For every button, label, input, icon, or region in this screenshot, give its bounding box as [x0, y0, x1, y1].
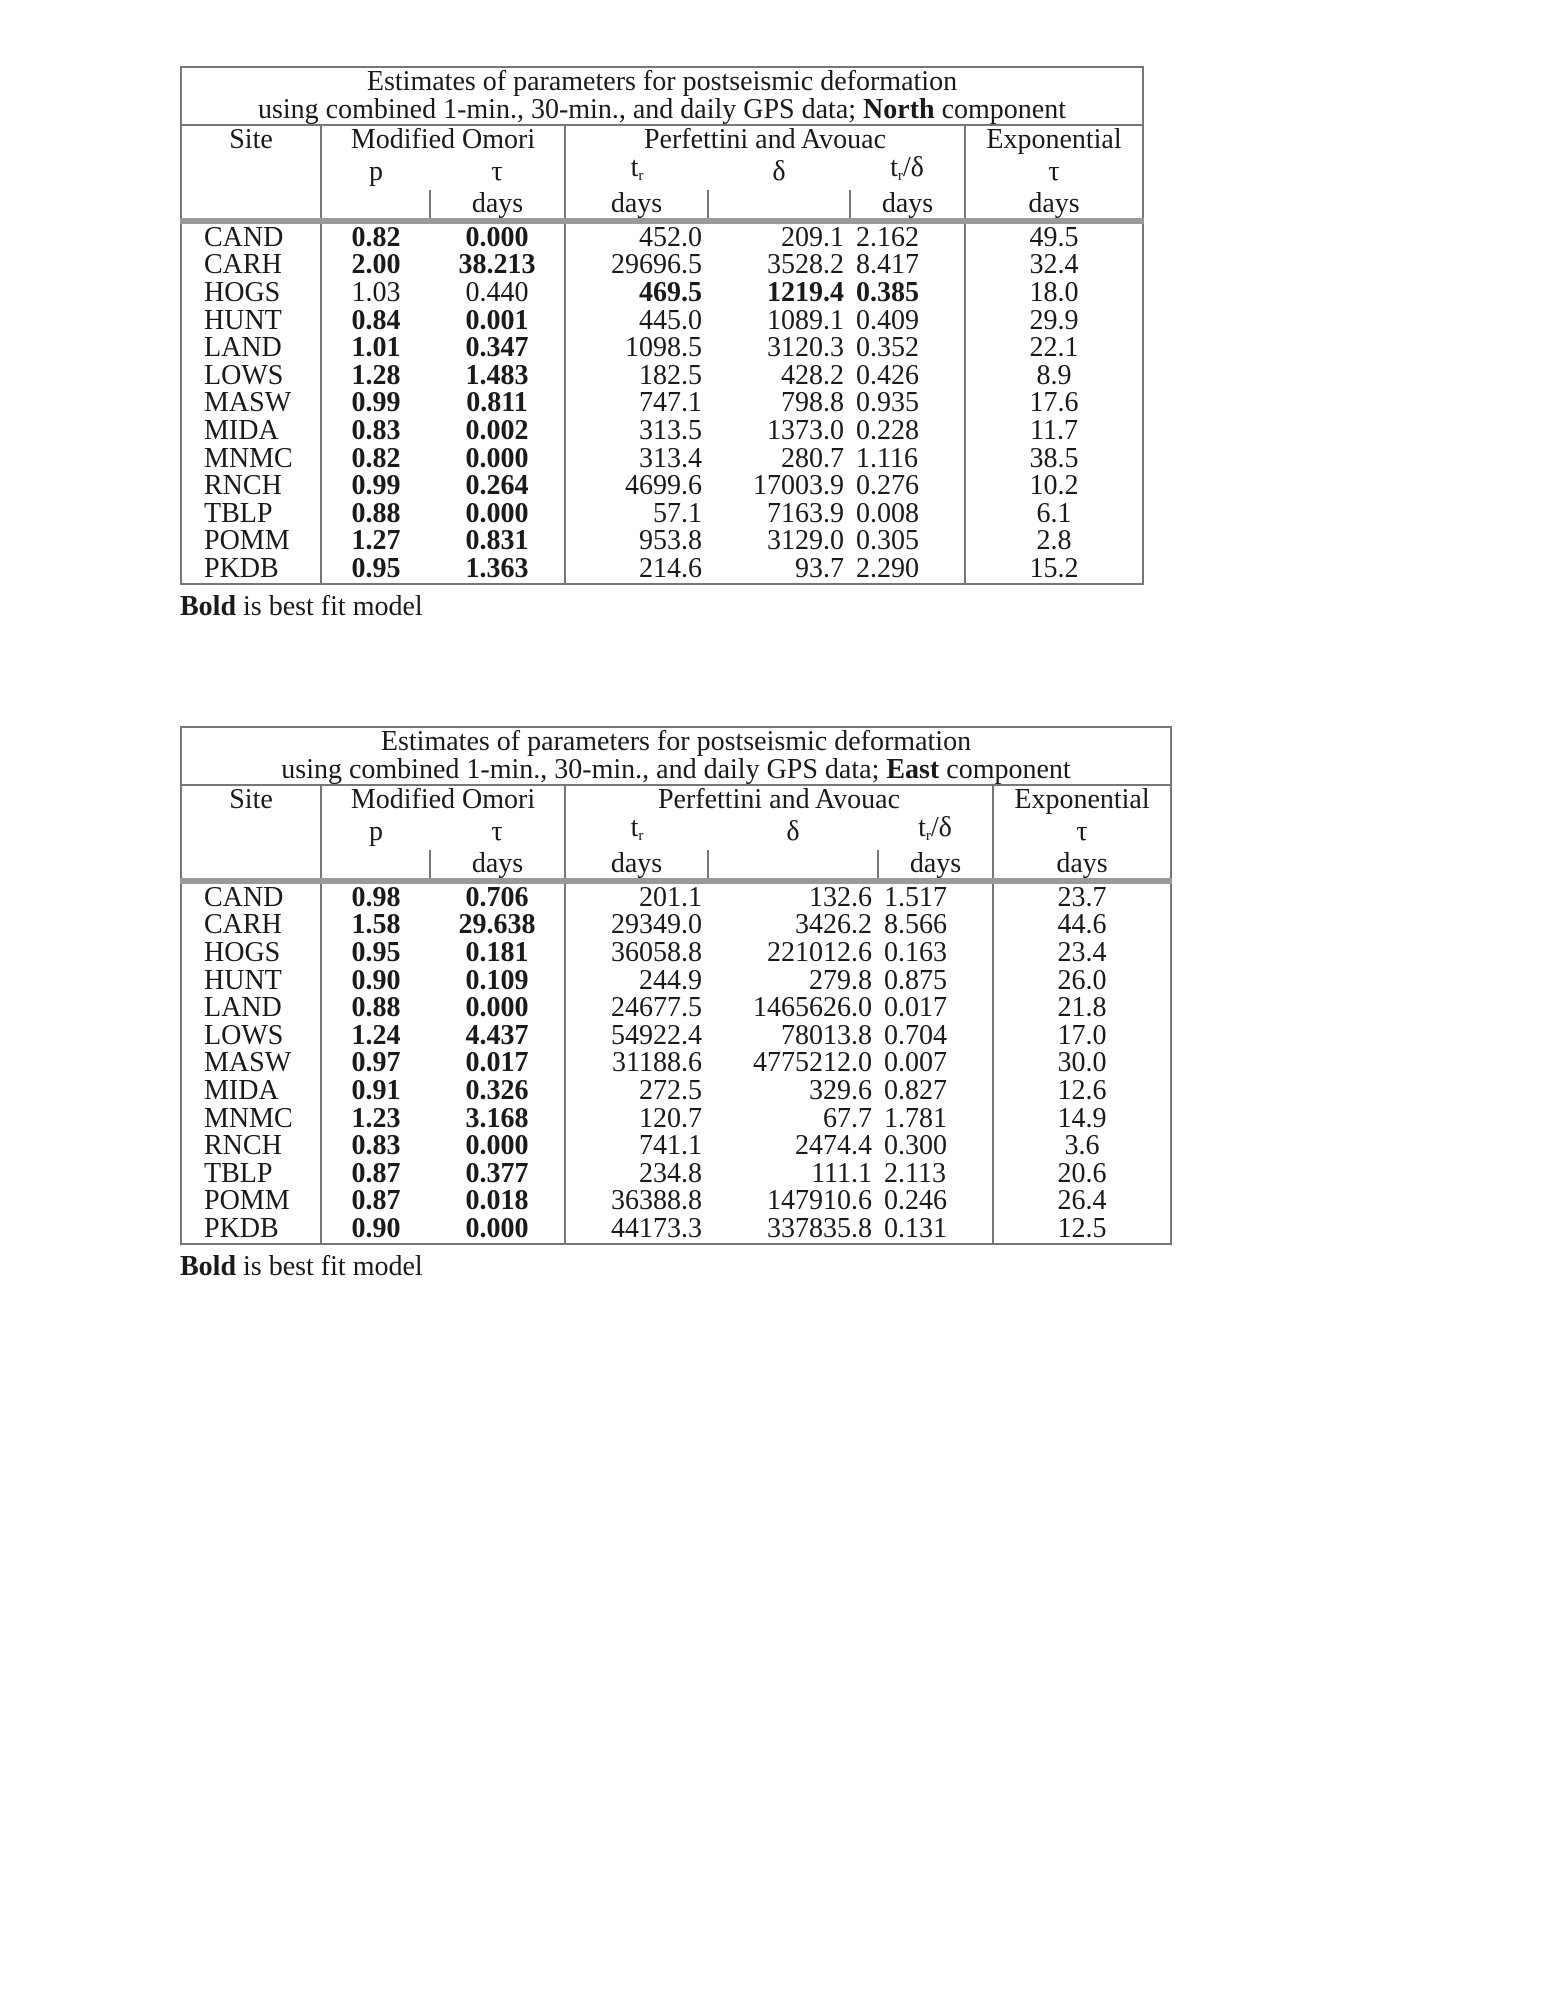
cell-tau: 0.017: [465, 1047, 529, 1079]
header-ratio-days: days: [878, 850, 993, 881]
cell-ratio: 0.935: [856, 387, 919, 419]
cell-p: 0.90: [321, 967, 430, 995]
cell-delta: 3120.3: [767, 332, 844, 364]
cell-tau: 0.000: [465, 1212, 529, 1244]
cell-exp: 18.0: [965, 279, 1143, 307]
cell-delta: 1219.4: [767, 276, 844, 308]
cell-tau: 0.018: [465, 1185, 529, 1217]
cell-tau: 3.168: [465, 1102, 529, 1134]
cell-delta: 428.2: [781, 359, 844, 391]
cell-tr: 452.0: [565, 221, 708, 252]
header-ratio-suffix: /δ: [930, 811, 952, 843]
header-tr-days: days: [565, 190, 708, 221]
table-row: [181, 1077, 1171, 1105]
cell-exp: 23.7: [993, 881, 1171, 912]
cell-tau: 0.377: [465, 1157, 529, 1189]
cell-tr: 44173.3: [565, 1215, 708, 1244]
table-row: [181, 472, 1143, 500]
cell-delta: 1089.1: [767, 304, 844, 336]
note-rest: is best fit model: [236, 1250, 423, 1282]
cell-p: 1.27: [321, 527, 430, 555]
cell-exp: 15.2: [965, 555, 1143, 584]
cell-p: 1.24: [321, 1022, 430, 1050]
cell-delta: 3129.0: [767, 525, 844, 557]
table-title: [181, 727, 1171, 785]
cell-delta: 3426.2: [795, 909, 872, 941]
cell-tr: 120.7: [565, 1105, 708, 1133]
cell-tau: 0.326: [465, 1074, 529, 1106]
cell-exp: 12.6: [993, 1077, 1171, 1105]
cell-tr: 214.6: [565, 555, 708, 584]
table-row: [181, 221, 1143, 252]
cell-exp: 6.1: [965, 500, 1143, 528]
note-rest: is best fit model: [236, 590, 423, 622]
header-exp-days: days: [965, 190, 1143, 221]
cell-exp: 17.6: [965, 389, 1143, 417]
cell-tau: 0.264: [465, 470, 529, 502]
cell-p: 2.00: [321, 251, 430, 279]
header-ratio-main: t: [918, 811, 926, 843]
cell-ratio: 0.131: [884, 1212, 947, 1244]
table-row: [181, 1132, 1171, 1160]
cell-delta: 4775212.0: [753, 1047, 872, 1079]
cell-delta: 1373.0: [767, 414, 844, 446]
cell-delta: 329.6: [809, 1074, 872, 1106]
cell-tau: 0.002: [465, 414, 529, 446]
cell-delta: 93.7: [795, 552, 844, 584]
header-tau: τ: [491, 816, 503, 848]
cell-exp: 23.4: [993, 939, 1171, 967]
header-tau: τ: [491, 156, 503, 188]
cell-tr: 445.0: [565, 307, 708, 335]
table-row: [181, 307, 1143, 335]
table-row: [181, 389, 1143, 417]
table-row: [181, 417, 1143, 445]
header-p: p: [321, 814, 430, 851]
header-ratio-suffix: /δ: [902, 151, 924, 183]
cell-tr: 234.8: [565, 1160, 708, 1188]
title-line-1: Estimates of parameters for postseismic deformation: [380, 726, 972, 757]
header-site: Site: [229, 124, 273, 155]
cell-tau: 0.440: [465, 276, 529, 308]
cell-p: 0.84: [321, 307, 430, 335]
table-row: [181, 555, 1143, 584]
cell-site: PKDB: [204, 1212, 279, 1244]
cell-exp: 32.4: [965, 251, 1143, 279]
title-line-2: [188, 96, 1136, 124]
cell-delta: 209.1: [708, 221, 850, 252]
cell-site: TBLP: [204, 497, 273, 529]
note-bold: Bold: [180, 1250, 237, 1282]
cell-p: 0.99: [321, 472, 430, 500]
title-line-2-post: component: [934, 94, 1067, 125]
cell-delta: 2474.4: [795, 1130, 872, 1162]
cell-p: 1.01: [321, 334, 430, 362]
cell-tr: 272.5: [565, 1077, 708, 1105]
cell-tau: 0.811: [466, 387, 528, 419]
cell-p: 0.91: [321, 1077, 430, 1105]
cell-tr: 244.9: [565, 967, 708, 995]
cell-ratio: 0.246: [884, 1185, 947, 1217]
cell-ratio: 8.566: [884, 909, 947, 941]
cell-ratio: 1.116: [856, 442, 918, 474]
cell-p: 0.83: [321, 417, 430, 445]
header-tau-days: days: [430, 190, 565, 221]
header-modified-omori: Modified Omori: [321, 785, 565, 814]
cell-exp: 17.0: [993, 1022, 1171, 1050]
cell-p: 0.83: [321, 1132, 430, 1160]
table-row: [181, 251, 1143, 279]
cell-delta: 132.6: [708, 881, 878, 912]
cell-ratio: 0.228: [856, 414, 919, 446]
cell-site: MASW: [204, 387, 292, 419]
cell-delta: 280.7: [781, 442, 844, 474]
cell-exp: 49.5: [965, 221, 1143, 252]
header-modified-omori: Modified Omori: [321, 125, 565, 154]
cell-p: 0.88: [321, 994, 430, 1022]
cell-tau: 0.706: [430, 881, 565, 912]
cell-tau: 0.000: [465, 497, 529, 529]
table-note: [180, 591, 1144, 623]
cell-tau: 0.109: [465, 964, 529, 996]
cell-p: 0.88: [321, 500, 430, 528]
header-exp-tau: τ: [993, 814, 1171, 851]
cell-site: POMM: [204, 1185, 290, 1217]
header-tr-sub: r: [638, 827, 644, 844]
header-ratio-sub: r: [925, 827, 931, 844]
table-row: [181, 939, 1171, 967]
cell-tr: 29349.0: [565, 911, 708, 939]
header-tr-sub: r: [638, 167, 644, 184]
cell-site: HOGS: [204, 936, 281, 968]
cell-site: MNMC: [204, 1102, 293, 1134]
cell-site: LAND: [204, 992, 282, 1024]
cell-tr: 313.5: [565, 417, 708, 445]
table-row: [181, 445, 1143, 473]
title-component: North: [863, 94, 935, 125]
title-line-2-pre: using combined 1-min., 30-min., and daily GPS data;: [257, 94, 864, 125]
cell-site: MIDA: [204, 1074, 279, 1106]
cell-ratio: 0.017: [884, 992, 947, 1024]
cell-site: LAND: [204, 332, 282, 364]
cell-p: 1.23: [321, 1105, 430, 1133]
header-tau-days: days: [430, 850, 565, 881]
cell-exp: 38.5: [965, 445, 1143, 473]
header-tr: [565, 151, 708, 191]
cell-site: CAND: [181, 881, 321, 912]
cell-ratio: 0.352: [856, 332, 919, 364]
table-row: [181, 911, 1171, 939]
header-ratio-sub: r: [897, 167, 903, 184]
cell-exp: 21.8: [993, 994, 1171, 1022]
cell-ratio: 2.162: [850, 221, 965, 252]
cell-delta: 7163.9: [767, 497, 844, 529]
cell-tr: 31188.6: [565, 1049, 708, 1077]
cell-tau: 0.000: [430, 221, 565, 252]
cell-delta: 3528.2: [767, 249, 844, 281]
cell-p: 0.82: [321, 445, 430, 473]
cell-tau: 4.437: [465, 1019, 529, 1051]
cell-tr: 57.1: [565, 500, 708, 528]
cell-tau: 0.000: [465, 992, 529, 1024]
cell-site: CARH: [204, 249, 282, 281]
header-site: Site: [229, 784, 273, 815]
cell-delta: 78013.8: [781, 1019, 872, 1051]
cell-ratio: 0.305: [856, 525, 919, 557]
cell-ratio: 1.781: [884, 1102, 947, 1134]
cell-exp: 44.6: [993, 911, 1171, 939]
table-row: [181, 1160, 1171, 1188]
cell-site: LOWS: [204, 1019, 284, 1051]
cell-delta: 17003.9: [753, 470, 844, 502]
cell-site: RNCH: [204, 1130, 282, 1162]
cell-p: 1.28: [321, 362, 430, 390]
header-delta: δ: [772, 156, 786, 188]
cell-ratio: 2.113: [884, 1157, 946, 1189]
header-exp-tau: τ: [965, 154, 1143, 191]
cell-tau: 0.000: [465, 1130, 529, 1162]
table-row: [181, 967, 1171, 995]
cell-exp: 12.5: [993, 1215, 1171, 1244]
cell-p: 0.98: [321, 881, 430, 912]
cell-tr: 1098.5: [565, 334, 708, 362]
cell-site: MNMC: [204, 442, 293, 474]
title-line-2: [188, 756, 1164, 784]
cell-exp: 11.7: [965, 417, 1143, 445]
table-note: [180, 1251, 1172, 1283]
cell-exp: 14.9: [993, 1105, 1171, 1133]
cell-tr: 4699.6: [565, 472, 708, 500]
table-row: [181, 279, 1143, 307]
cell-site: RNCH: [204, 470, 282, 502]
cell-tau: 1.363: [465, 552, 529, 584]
header-perfettini-avouac: Perfettini and Avouac: [565, 125, 965, 154]
cell-p: 0.95: [321, 939, 430, 967]
cell-tr: 54922.4: [565, 1022, 708, 1050]
cell-ratio: 0.008: [856, 497, 919, 529]
east-parameter-table: [180, 726, 1172, 1245]
cell-ratio: 2.290: [856, 552, 919, 584]
header-delta: δ: [786, 816, 800, 848]
cell-delta: 67.7: [823, 1102, 872, 1134]
cell-tau: 29.638: [458, 909, 536, 941]
cell-delta: 279.8: [809, 964, 872, 996]
cell-tr: 953.8: [565, 527, 708, 555]
table-row: [181, 334, 1143, 362]
table-row: [181, 1022, 1171, 1050]
cell-ratio: 0.007: [884, 1047, 947, 1079]
cell-tr: 469.5: [565, 279, 708, 307]
cell-delta: 337835.8: [767, 1212, 872, 1244]
table-row: [181, 994, 1171, 1022]
note-bold: Bold: [180, 590, 237, 622]
cell-tau: 1.483: [465, 359, 529, 391]
cell-exp: 30.0: [993, 1049, 1171, 1077]
header-exp-days: days: [993, 850, 1171, 881]
cell-exp: 22.1: [965, 334, 1143, 362]
cell-ratio: 0.300: [884, 1130, 947, 1162]
header-tr-days: days: [565, 850, 708, 881]
header-tr-over-delta: [850, 151, 965, 191]
cell-delta: 1465626.0: [753, 992, 872, 1024]
cell-site: HOGS: [204, 276, 281, 308]
cell-tau: 0.000: [465, 442, 529, 474]
cell-tau: 38.213: [458, 249, 536, 281]
cell-delta: 798.8: [781, 387, 844, 419]
header-tr-main: t: [630, 811, 639, 843]
table-row: [181, 1105, 1171, 1133]
cell-tau: 0.831: [465, 525, 529, 557]
header-ratio-main: t: [890, 151, 898, 183]
header-tr: [565, 811, 708, 851]
header-exponential: Exponential: [965, 125, 1143, 154]
cell-site: CAND: [181, 221, 321, 252]
cell-exp: 26.0: [993, 967, 1171, 995]
cell-site: MIDA: [204, 414, 279, 446]
cell-p: 0.95: [321, 555, 430, 584]
title-line-1: Estimates of parameters for postseismic deformation: [366, 66, 958, 97]
cell-site: PKDB: [204, 552, 279, 584]
header-p: p: [321, 154, 430, 191]
cell-site: TBLP: [204, 1157, 273, 1189]
cell-tr: 24677.5: [565, 994, 708, 1022]
table-row: [181, 527, 1143, 555]
header-ratio-days: days: [850, 190, 965, 221]
cell-exp: 2.8: [965, 527, 1143, 555]
cell-p: 0.82: [321, 221, 430, 252]
header-exponential: Exponential: [993, 785, 1171, 814]
cell-ratio: 1.517: [878, 881, 993, 912]
north-parameter-table: [180, 66, 1144, 585]
cell-p: 1.03: [321, 279, 430, 307]
cell-ratio: 0.409: [856, 304, 919, 336]
cell-exp: 26.4: [993, 1187, 1171, 1215]
cell-exp: 8.9: [965, 362, 1143, 390]
cell-tr: 747.1: [565, 389, 708, 417]
cell-exp: 10.2: [965, 472, 1143, 500]
cell-site: HUNT: [204, 304, 282, 336]
cell-ratio: 0.827: [884, 1074, 947, 1106]
cell-p: 0.87: [321, 1160, 430, 1188]
title-component: East: [886, 754, 940, 785]
cell-ratio: 0.875: [884, 964, 947, 996]
cell-site: LOWS: [204, 359, 284, 391]
cell-p: 0.87: [321, 1187, 430, 1215]
table-row: [181, 1049, 1171, 1077]
cell-delta: 221012.6: [767, 936, 872, 968]
header-tr-over-delta: [878, 811, 993, 851]
cell-delta: 147910.6: [767, 1185, 872, 1217]
cell-p: 0.99: [321, 389, 430, 417]
title-line-2-post: component: [939, 754, 1071, 785]
header-perfettini-avouac: Perfettini and Avouac: [565, 785, 993, 814]
cell-tr: 313.4: [565, 445, 708, 473]
cell-tr: 29696.5: [565, 251, 708, 279]
cell-site: POMM: [204, 525, 290, 557]
table-row: [181, 1187, 1171, 1215]
cell-ratio: 8.417: [856, 249, 919, 281]
header-tr-main: t: [630, 151, 639, 183]
cell-p: 0.97: [321, 1049, 430, 1077]
cell-exp: 3.6: [993, 1132, 1171, 1160]
cell-exp: 29.9: [965, 307, 1143, 335]
north-table-block: [180, 66, 1144, 623]
cell-site: HUNT: [204, 964, 282, 996]
table-title: [181, 67, 1143, 125]
table-row: [181, 500, 1143, 528]
cell-ratio: 0.426: [856, 359, 919, 391]
cell-tr: 201.1: [565, 881, 708, 912]
cell-tau: 0.347: [465, 332, 529, 364]
cell-tau: 0.001: [465, 304, 529, 336]
cell-tr: 36058.8: [565, 939, 708, 967]
cell-site: CARH: [204, 909, 282, 941]
cell-exp: 20.6: [993, 1160, 1171, 1188]
cell-tr: 741.1: [565, 1132, 708, 1160]
east-table-block: [180, 726, 1172, 1283]
title-line-2-pre: using combined 1-min., 30-min., and daily GPS data;: [281, 754, 887, 785]
cell-tr: 36388.8: [565, 1187, 708, 1215]
table-row: [181, 1215, 1171, 1244]
cell-ratio: 0.704: [884, 1019, 947, 1051]
cell-p: 1.58: [321, 911, 430, 939]
cell-tr: 182.5: [565, 362, 708, 390]
cell-ratio: 0.276: [856, 470, 919, 502]
cell-ratio: 0.163: [884, 936, 947, 968]
table-row: [181, 362, 1143, 390]
table-row: [181, 881, 1171, 912]
cell-ratio: 0.385: [856, 276, 919, 308]
cell-tau: 0.181: [465, 936, 529, 968]
cell-delta: 111.1: [811, 1157, 872, 1189]
cell-p: 0.90: [321, 1215, 430, 1244]
cell-site: MASW: [204, 1047, 292, 1079]
